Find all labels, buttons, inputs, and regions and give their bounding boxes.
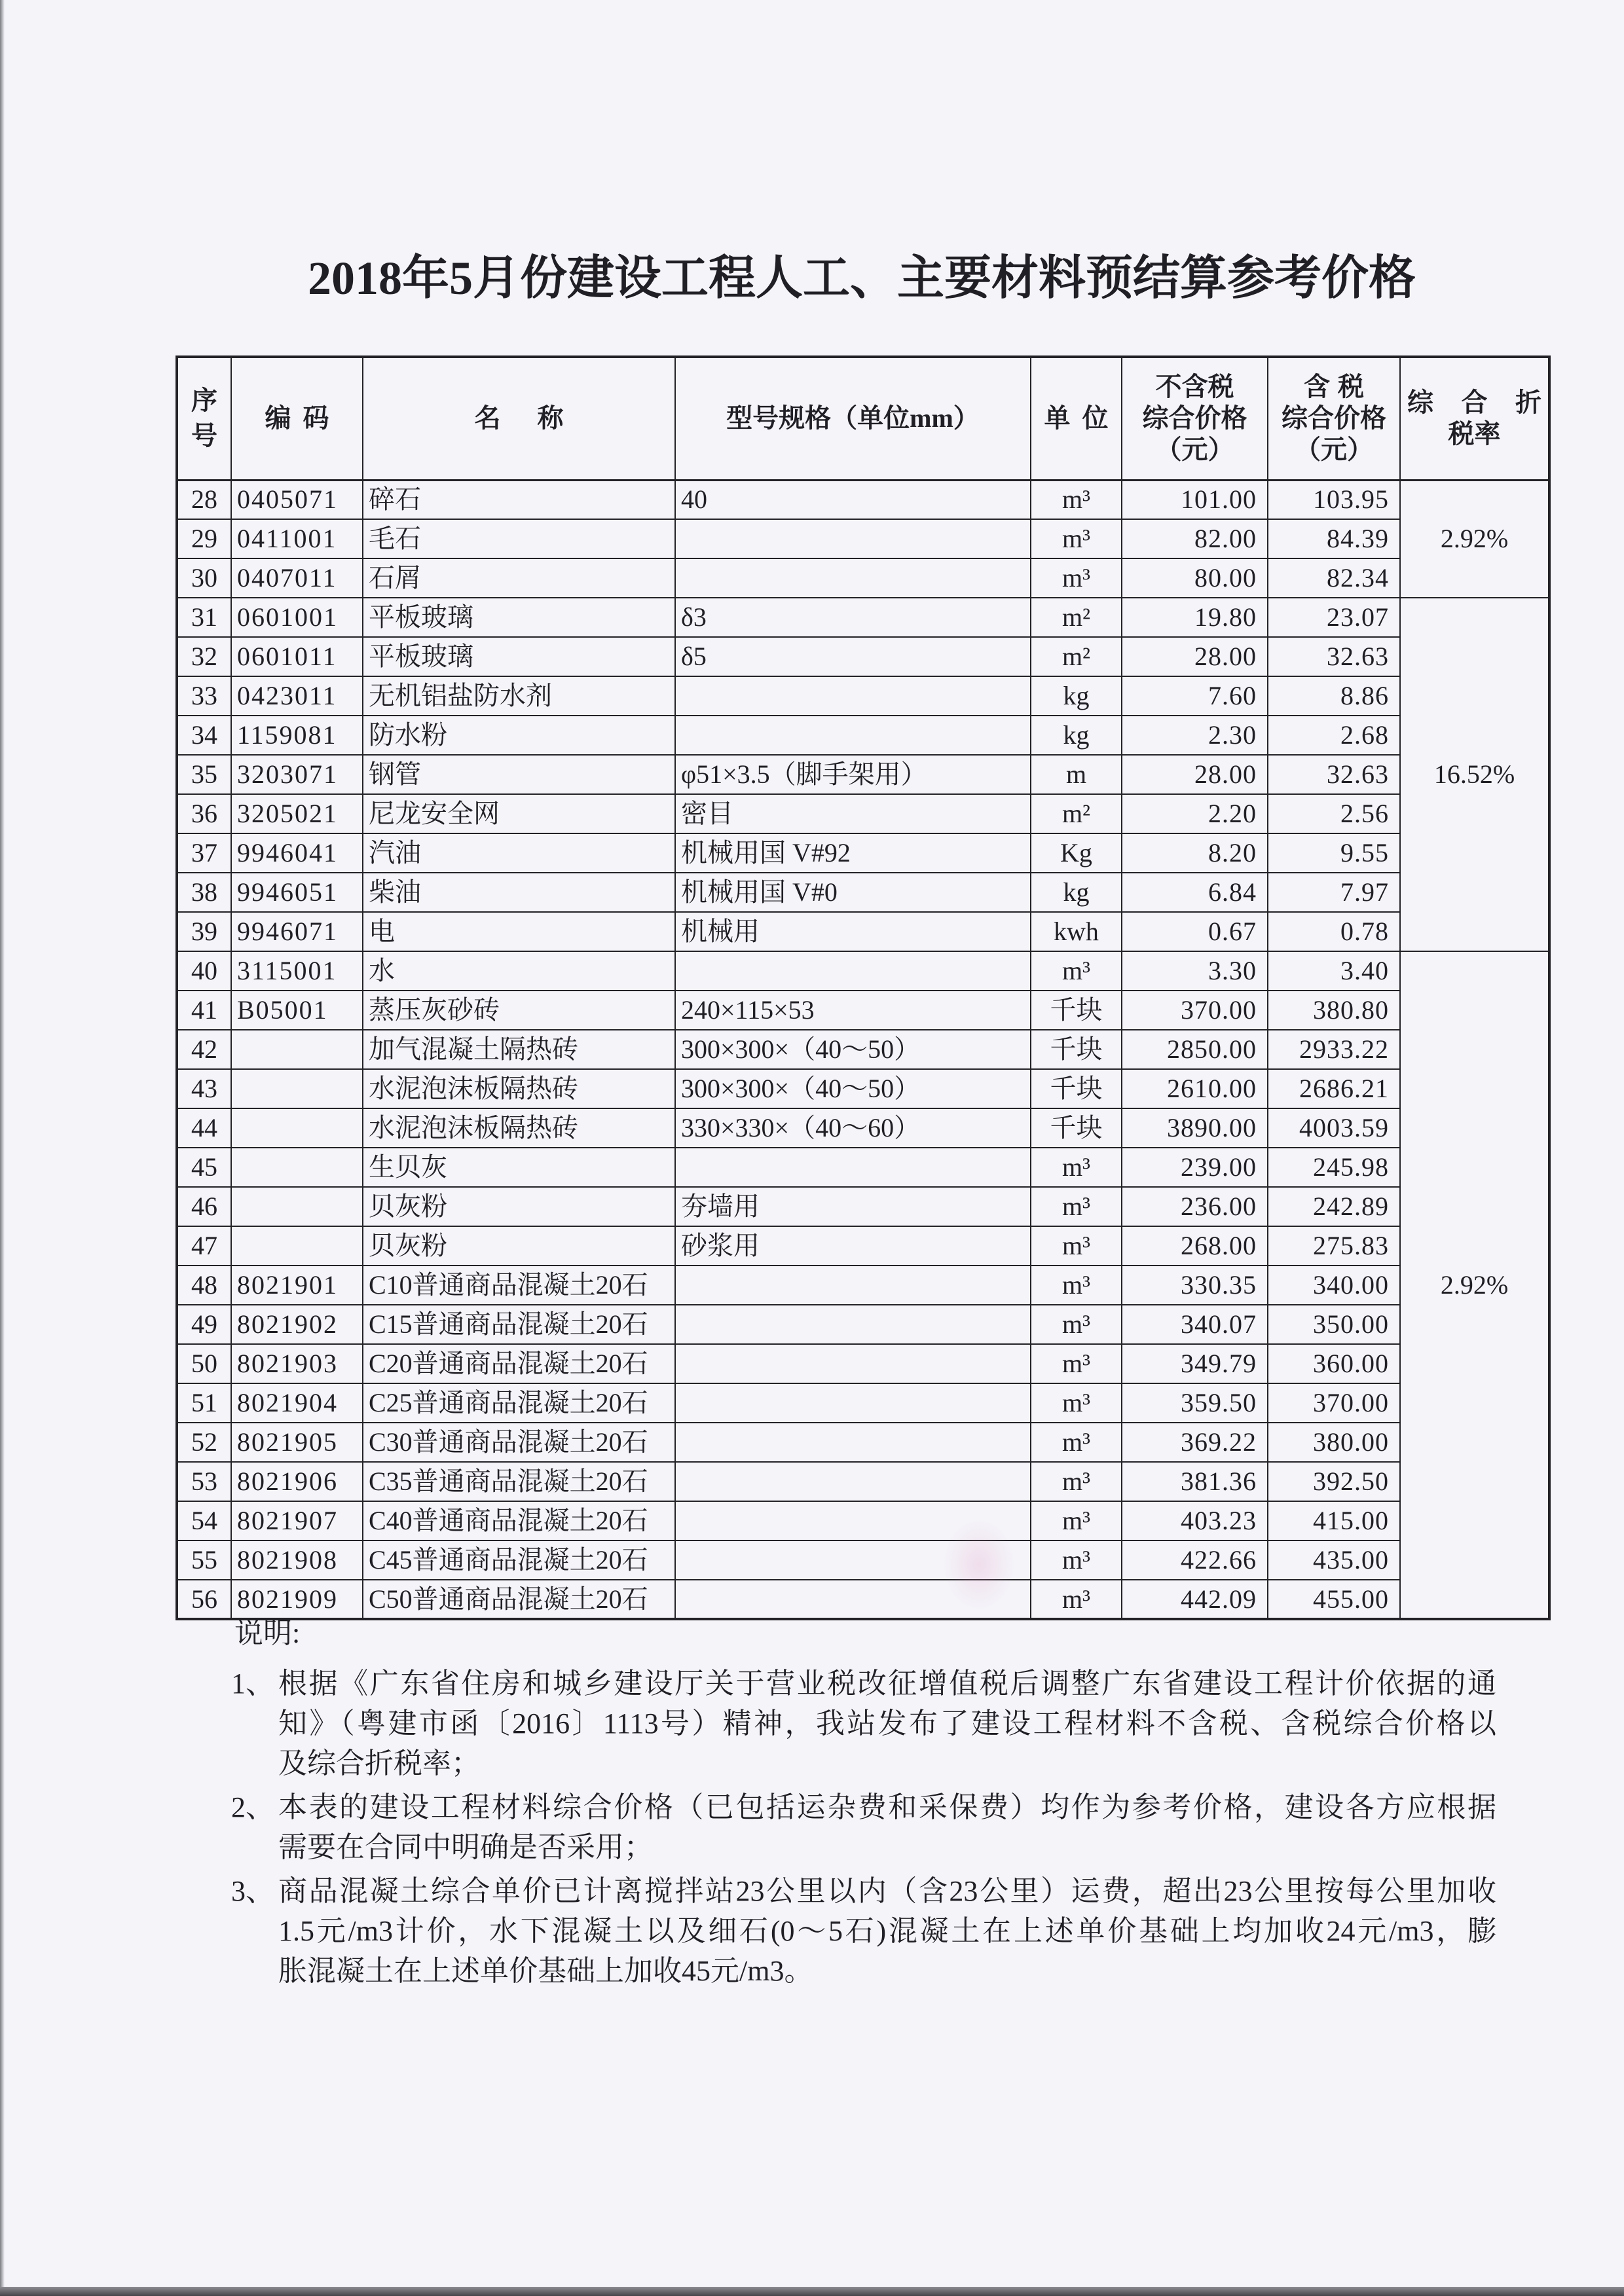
table-body <box>177 480 1549 1619</box>
cell-name: 水 <box>363 951 675 991</box>
table-header <box>177 357 1549 480</box>
note-body <box>278 1871 1496 1991</box>
cell-unit: m³ <box>1031 1226 1122 1266</box>
cell-price-incl-tax: 3.40 <box>1268 951 1400 991</box>
cell-price-excl-tax: 80.00 <box>1122 558 1268 598</box>
cell-seq: 32 <box>177 637 231 676</box>
cell-unit: m² <box>1031 637 1122 676</box>
cell-seq: 43 <box>177 1069 231 1108</box>
cell-code: B05001 <box>231 991 363 1030</box>
cell-code <box>231 1030 363 1069</box>
cell-spec: 300×300×（40～50） <box>675 1069 1031 1108</box>
cell-price-incl-tax: 2.68 <box>1268 716 1400 755</box>
cell-unit: 千块 <box>1031 1030 1122 1069</box>
cell-unit: m³ <box>1031 1462 1122 1501</box>
cell-price-incl-tax: 0.78 <box>1268 912 1400 951</box>
cell-spec: 300×300×（40～50） <box>675 1030 1031 1069</box>
header-seq-label: 序号 <box>191 386 217 451</box>
cell-seq: 55 <box>177 1540 231 1580</box>
cell-price-incl-tax: 350.00 <box>1268 1305 1400 1344</box>
cell-code: 8021908 <box>231 1540 363 1580</box>
notes-heading: 说明: <box>234 1617 301 1649</box>
cell-unit: m² <box>1031 598 1122 637</box>
notes-list <box>231 1664 1496 1991</box>
header-tax-rate-line: 税率 <box>1448 419 1501 449</box>
cell-unit: m³ <box>1031 519 1122 558</box>
cell-unit: m³ <box>1031 558 1122 598</box>
cell-name: C30普通商品混凝土20石 <box>363 1423 675 1462</box>
cell-seq: 53 <box>177 1462 231 1501</box>
cell-seq: 31 <box>177 598 231 637</box>
cell-price-excl-tax: 3.30 <box>1122 951 1268 991</box>
table-row <box>177 991 1549 1030</box>
table-row <box>177 1423 1549 1462</box>
header-tax-rate-line: 综合折 <box>1407 388 1541 418</box>
cell-price-incl-tax: 340.00 <box>1268 1266 1400 1305</box>
cell-name: 贝灰粉 <box>363 1187 675 1226</box>
cell-name: 尼龙安全网 <box>363 794 675 833</box>
cell-price-excl-tax: 2.30 <box>1122 716 1268 755</box>
cell-seq: 41 <box>177 991 231 1030</box>
cell-tax-rate: 16.52% <box>1400 598 1549 951</box>
note-line: 及综合折税率； <box>278 1747 480 1779</box>
table-row <box>177 1580 1549 1619</box>
table-row <box>177 480 1549 519</box>
table-row <box>177 794 1549 833</box>
cell-price-incl-tax: 32.63 <box>1268 755 1400 794</box>
cell-price-incl-tax: 9.55 <box>1268 833 1400 873</box>
cell-code: 8021907 <box>231 1501 363 1540</box>
cell-price-incl-tax: 23.07 <box>1268 598 1400 637</box>
cell-name: 水泥泡沫板隔热砖 <box>363 1108 675 1148</box>
cell-seq: 35 <box>177 755 231 794</box>
cell-price-incl-tax: 32.63 <box>1268 637 1400 676</box>
cell-price-excl-tax: 2610.00 <box>1122 1069 1268 1108</box>
cell-spec <box>675 1423 1031 1462</box>
cell-name: 加气混凝土隔热砖 <box>363 1030 675 1069</box>
header-price-incl-tax-line: （元） <box>1295 435 1373 465</box>
cell-price-incl-tax: 455.00 <box>1268 1580 1400 1619</box>
cell-seq: 48 <box>177 1266 231 1305</box>
cell-code: 0405071 <box>231 480 363 519</box>
cell-name: C50普通商品混凝土20石 <box>363 1580 675 1619</box>
cell-seq: 45 <box>177 1148 231 1187</box>
table-row <box>177 676 1549 716</box>
note-line: 1.5元/m3计价，水下混凝土以及细石(0～5石)混凝土在上述单价基础上均加收24元/m3，膨 <box>278 1915 1496 1947</box>
table-row <box>177 1108 1549 1148</box>
cell-code: 8021901 <box>231 1266 363 1305</box>
cell-name: 平板玻璃 <box>363 637 675 676</box>
cell-price-excl-tax: 381.36 <box>1122 1462 1268 1501</box>
cell-code <box>231 1187 363 1226</box>
cell-price-excl-tax: 28.00 <box>1122 755 1268 794</box>
cell-code: 8021902 <box>231 1305 363 1344</box>
cell-unit: m³ <box>1031 1148 1122 1187</box>
note-line: 本表的建设工程材料综合价格（已包括运杂费和采保费）均作为参考价格，建设各方应根据 <box>278 1791 1496 1823</box>
cell-spec: 240×115×53 <box>675 991 1031 1030</box>
cell-spec <box>675 951 1031 991</box>
cell-seq: 39 <box>177 912 231 951</box>
header-name <box>363 357 675 480</box>
cell-spec: 密目 <box>675 794 1031 833</box>
cell-unit: m³ <box>1031 1540 1122 1580</box>
cell-code <box>231 1069 363 1108</box>
cell-code: 8021909 <box>231 1580 363 1619</box>
header-price-excl-tax-line: （元） <box>1155 435 1234 465</box>
cell-spec: 40 <box>675 480 1031 519</box>
header-name-label: 名称 <box>474 403 600 433</box>
table-row <box>177 1383 1549 1423</box>
header-tax-rate <box>1400 357 1549 480</box>
table-header-row <box>177 357 1549 480</box>
cell-price-excl-tax: 101.00 <box>1122 480 1268 519</box>
cell-spec: 夯墙用 <box>675 1187 1031 1226</box>
cell-name: 电 <box>363 912 675 951</box>
cell-name: 无机铝盐防水剂 <box>363 676 675 716</box>
table-row <box>177 1305 1549 1344</box>
cell-price-excl-tax: 2850.00 <box>1122 1030 1268 1069</box>
table-row <box>177 755 1549 794</box>
cell-price-excl-tax: 8.20 <box>1122 833 1268 873</box>
cell-name: 生贝灰 <box>363 1148 675 1187</box>
cell-spec <box>675 1148 1031 1187</box>
cell-price-incl-tax: 360.00 <box>1268 1344 1400 1383</box>
cell-unit: m³ <box>1031 1580 1122 1619</box>
cell-seq: 51 <box>177 1383 231 1423</box>
cell-code: 0423011 <box>231 676 363 716</box>
cell-unit: m <box>1031 755 1122 794</box>
cell-price-excl-tax: 19.80 <box>1122 598 1268 637</box>
cell-price-excl-tax: 442.09 <box>1122 1580 1268 1619</box>
cell-price-excl-tax: 2.20 <box>1122 794 1268 833</box>
header-price-incl-tax <box>1268 357 1400 480</box>
cell-seq: 54 <box>177 1501 231 1540</box>
cell-name: 平板玻璃 <box>363 598 675 637</box>
header-price-excl-tax-line: 不含税 <box>1155 372 1234 402</box>
cell-seq: 37 <box>177 833 231 873</box>
cell-spec: δ3 <box>675 598 1031 637</box>
cell-spec: 机械用国 V#0 <box>675 873 1031 912</box>
cell-seq: 38 <box>177 873 231 912</box>
cell-unit: kwh <box>1031 912 1122 951</box>
note-item <box>231 1871 1496 1991</box>
cell-seq: 36 <box>177 794 231 833</box>
cell-price-excl-tax: 369.22 <box>1122 1423 1268 1462</box>
header-unit-label: 单位 <box>1044 403 1120 433</box>
cell-seq: 33 <box>177 676 231 716</box>
scan-edge-bottom <box>0 2287 1624 2296</box>
table-row <box>177 1462 1549 1501</box>
cell-spec <box>675 1305 1031 1344</box>
cell-price-incl-tax: 84.39 <box>1268 519 1400 558</box>
cell-code <box>231 1226 363 1266</box>
cell-name: 石屑 <box>363 558 675 598</box>
cell-price-excl-tax: 239.00 <box>1122 1148 1268 1187</box>
cell-spec <box>675 1266 1031 1305</box>
cell-price-incl-tax: 4003.59 <box>1268 1108 1400 1148</box>
header-code <box>231 357 363 480</box>
cell-price-incl-tax: 8.86 <box>1268 676 1400 716</box>
cell-seq: 30 <box>177 558 231 598</box>
note-line: 根据《广东省住房和城乡建设厅关于营业税改征增值税后调整广东省建设工程计价依据的通 <box>278 1667 1496 1700</box>
cell-price-incl-tax: 103.95 <box>1268 480 1400 519</box>
cell-price-excl-tax: 422.66 <box>1122 1540 1268 1580</box>
cell-price-incl-tax: 2686.21 <box>1268 1069 1400 1108</box>
cell-price-excl-tax: 236.00 <box>1122 1187 1268 1226</box>
cell-name: 毛石 <box>363 519 675 558</box>
note-item <box>231 1664 1496 1783</box>
cell-unit: m³ <box>1031 1383 1122 1423</box>
cell-unit: m³ <box>1031 1423 1122 1462</box>
cell-unit: kg <box>1031 873 1122 912</box>
cell-code: 9946041 <box>231 833 363 873</box>
cell-code <box>231 1108 363 1148</box>
cell-unit: m³ <box>1031 951 1122 991</box>
cell-code: 9946071 <box>231 912 363 951</box>
cell-name: 蒸压灰砂砖 <box>363 991 675 1030</box>
cell-unit: m³ <box>1031 480 1122 519</box>
cell-name: C35普通商品混凝土20石 <box>363 1462 675 1501</box>
note-line: 商品混凝土综合单价已计离搅拌站23公里以内（含23公里）运费，超出23公里按每公里加收 <box>278 1875 1496 1907</box>
cell-seq: 52 <box>177 1423 231 1462</box>
cell-seq: 46 <box>177 1187 231 1226</box>
table-row <box>177 1030 1549 1069</box>
cell-name: 柴油 <box>363 873 675 912</box>
table-row <box>177 637 1549 676</box>
cell-name: C45普通商品混凝土20石 <box>363 1540 675 1580</box>
cell-spec: 机械用国 V#92 <box>675 833 1031 873</box>
cell-unit: 千块 <box>1031 991 1122 1030</box>
note-item <box>231 1787 1496 1867</box>
cell-price-excl-tax: 0.67 <box>1122 912 1268 951</box>
table-row <box>177 716 1549 755</box>
note-line: 知》（粤建市函〔2016〕1113号）精神，我站发布了建设工程材料不含税、含税综合价格以 <box>278 1707 1496 1740</box>
cell-unit: m³ <box>1031 1187 1122 1226</box>
cell-price-incl-tax: 392.50 <box>1268 1462 1400 1501</box>
cell-code: 9946051 <box>231 873 363 912</box>
table-row <box>177 1226 1549 1266</box>
table-row <box>177 833 1549 873</box>
cell-price-excl-tax: 403.23 <box>1122 1501 1268 1540</box>
cell-spec <box>675 1540 1031 1580</box>
cell-name: 汽油 <box>363 833 675 873</box>
cell-name: 贝灰粉 <box>363 1226 675 1266</box>
cell-unit: kg <box>1031 676 1122 716</box>
table-row <box>177 1344 1549 1383</box>
cell-seq: 49 <box>177 1305 231 1344</box>
cell-code: 8021903 <box>231 1344 363 1383</box>
cell-code: 0407011 <box>231 558 363 598</box>
table-row <box>177 873 1549 912</box>
cell-seq: 50 <box>177 1344 231 1383</box>
table-row <box>177 558 1549 598</box>
cell-code: 0411001 <box>231 519 363 558</box>
cell-price-incl-tax: 275.83 <box>1268 1226 1400 1266</box>
table-row <box>177 951 1549 991</box>
cell-price-incl-tax: 2.56 <box>1268 794 1400 833</box>
cell-name: C10普通商品混凝土20石 <box>363 1266 675 1305</box>
cell-code <box>231 1148 363 1187</box>
cell-price-excl-tax: 359.50 <box>1122 1383 1268 1423</box>
cell-spec: δ5 <box>675 637 1031 676</box>
cell-spec <box>675 1580 1031 1619</box>
table-row <box>177 519 1549 558</box>
cell-unit: m³ <box>1031 1266 1122 1305</box>
note-number: 2、 <box>231 1791 274 1823</box>
cell-unit: m³ <box>1031 1501 1122 1540</box>
cell-code: 8021904 <box>231 1383 363 1423</box>
cell-code: 0601011 <box>231 637 363 676</box>
cell-code: 3205021 <box>231 794 363 833</box>
cell-spec: 330×330×（40～60） <box>675 1108 1031 1148</box>
header-price-excl-tax-line: 综合价格 <box>1142 403 1247 433</box>
cell-spec: φ51×3.5（脚手架用） <box>675 755 1031 794</box>
cell-seq: 44 <box>177 1108 231 1148</box>
cell-code: 3115001 <box>231 951 363 991</box>
note-body <box>278 1664 1496 1783</box>
cell-code: 8021905 <box>231 1423 363 1462</box>
table-row <box>177 1501 1549 1540</box>
cell-price-incl-tax: 380.00 <box>1268 1423 1400 1462</box>
cell-unit: m³ <box>1031 1344 1122 1383</box>
cell-tax-rate: 2.92% <box>1400 480 1549 598</box>
note-line: 胀混凝土在上述单价基础上加收45元/m3。 <box>278 1955 813 1987</box>
header-price-incl-tax-line: 综合价格 <box>1282 403 1386 433</box>
cell-seq: 47 <box>177 1226 231 1266</box>
note-number: 1、 <box>231 1667 274 1700</box>
cell-unit: 千块 <box>1031 1069 1122 1108</box>
cell-name: 碎石 <box>363 480 675 519</box>
cell-unit: m² <box>1031 794 1122 833</box>
cell-code: 3203071 <box>231 755 363 794</box>
cell-seq: 42 <box>177 1030 231 1069</box>
cell-name: 水泥泡沫板隔热砖 <box>363 1069 675 1108</box>
header-code-label: 编码 <box>265 403 341 433</box>
cell-seq: 40 <box>177 951 231 991</box>
cell-price-excl-tax: 268.00 <box>1122 1226 1268 1266</box>
cell-price-excl-tax: 82.00 <box>1122 519 1268 558</box>
cell-price-excl-tax: 370.00 <box>1122 991 1268 1030</box>
cell-code: 1159081 <box>231 716 363 755</box>
table-row <box>177 598 1549 637</box>
header-price-excl-tax <box>1122 357 1268 480</box>
cell-tax-rate: 2.92% <box>1400 951 1549 1619</box>
header-unit <box>1031 357 1122 480</box>
cell-price-excl-tax: 28.00 <box>1122 637 1268 676</box>
cell-unit: m³ <box>1031 1305 1122 1344</box>
table-row <box>177 1187 1549 1226</box>
table-row <box>177 912 1549 951</box>
cell-price-incl-tax: 370.00 <box>1268 1383 1400 1423</box>
cell-seq: 29 <box>177 519 231 558</box>
cell-price-excl-tax: 6.84 <box>1122 873 1268 912</box>
cell-spec <box>675 716 1031 755</box>
document-title: 2018年5月份建设工程人工、主要材料预结算参考价格 <box>307 252 1416 304</box>
cell-name: 防水粉 <box>363 716 675 755</box>
cell-spec <box>675 1462 1031 1501</box>
cell-spec <box>675 558 1031 598</box>
cell-spec <box>675 519 1031 558</box>
cell-price-incl-tax: 82.34 <box>1268 558 1400 598</box>
cell-unit: Kg <box>1031 833 1122 873</box>
cell-seq: 28 <box>177 480 231 519</box>
cell-price-excl-tax: 330.35 <box>1122 1266 1268 1305</box>
cell-price-incl-tax: 7.97 <box>1268 873 1400 912</box>
cell-name: C40普通商品混凝土20石 <box>363 1501 675 1540</box>
cell-name: C15普通商品混凝土20石 <box>363 1305 675 1344</box>
note-line: 需要在合同中明确是否采用； <box>278 1831 653 1863</box>
header-price-incl-tax-line: 含税 <box>1304 372 1372 402</box>
cell-spec <box>675 1344 1031 1383</box>
table-row <box>177 1069 1549 1108</box>
cell-name: C25普通商品混凝土20石 <box>363 1383 675 1423</box>
note-number: 3、 <box>231 1875 274 1907</box>
cell-price-incl-tax: 2933.22 <box>1268 1030 1400 1069</box>
cell-seq: 56 <box>177 1580 231 1619</box>
header-spec <box>675 357 1031 480</box>
price-table <box>175 355 1551 1620</box>
table-row <box>177 1540 1549 1580</box>
cell-code: 8021906 <box>231 1462 363 1501</box>
scan-edge-left <box>0 0 5 2296</box>
cell-spec <box>675 1383 1031 1423</box>
cell-name: 钢管 <box>363 755 675 794</box>
cell-price-incl-tax: 435.00 <box>1268 1540 1400 1580</box>
cell-spec <box>675 676 1031 716</box>
header-spec-label: 型号规格（单位mm） <box>726 403 980 433</box>
header-seq <box>177 357 231 480</box>
cell-price-incl-tax: 242.89 <box>1268 1187 1400 1226</box>
cell-price-excl-tax: 7.60 <box>1122 676 1268 716</box>
cell-spec: 砂浆用 <box>675 1226 1031 1266</box>
cell-price-incl-tax: 245.98 <box>1268 1148 1400 1187</box>
cell-price-excl-tax: 340.07 <box>1122 1305 1268 1344</box>
cell-unit: 千块 <box>1031 1108 1122 1148</box>
cell-code: 0601001 <box>231 598 363 637</box>
cell-unit: kg <box>1031 716 1122 755</box>
table-row <box>177 1266 1549 1305</box>
cell-price-incl-tax: 415.00 <box>1268 1501 1400 1540</box>
cell-price-incl-tax: 380.80 <box>1268 991 1400 1030</box>
cell-spec <box>675 1501 1031 1540</box>
cell-price-excl-tax: 3890.00 <box>1122 1108 1268 1148</box>
cell-seq: 34 <box>177 716 231 755</box>
note-body <box>278 1787 1496 1867</box>
table-row <box>177 1148 1549 1187</box>
cell-price-excl-tax: 349.79 <box>1122 1344 1268 1383</box>
cell-spec: 机械用 <box>675 912 1031 951</box>
cell-name: C20普通商品混凝土20石 <box>363 1344 675 1383</box>
